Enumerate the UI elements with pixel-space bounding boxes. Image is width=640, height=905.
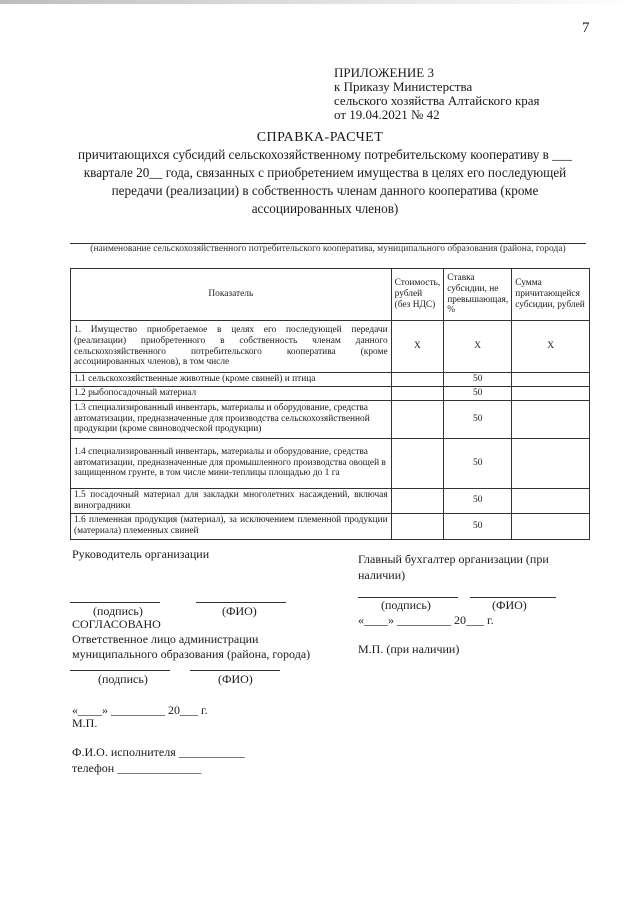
responsible-person-label: Ответственное лицо администрации муниципального образования (района, города) bbox=[72, 632, 311, 661]
right-date-line[interactable]: «____» _________ 20___ г. bbox=[358, 613, 494, 627]
phone-line[interactable]: телефон ______________ bbox=[72, 761, 202, 775]
row-rate: 50 bbox=[444, 438, 512, 488]
row-label: 1.6 племенная продукция (материал), за исключением племенной продукции (материала) племенных свиней bbox=[71, 513, 392, 539]
row-sum[interactable] bbox=[512, 373, 590, 387]
row-label: 1.5 посадочный материал для закладки многолетних насаждений, включая виноградники bbox=[71, 488, 392, 513]
header-indicator: Показатель bbox=[71, 269, 392, 321]
row-cost[interactable] bbox=[391, 488, 444, 513]
scan-edge bbox=[0, 0, 640, 4]
row-rate: 50 bbox=[444, 488, 512, 513]
head-fio-line[interactable] bbox=[196, 602, 286, 603]
appendix-line-4: от 19.04.2021 № 42 bbox=[334, 107, 440, 122]
table-row bbox=[71, 373, 590, 387]
row-cost[interactable] bbox=[391, 373, 444, 387]
row-cost[interactable] bbox=[391, 513, 444, 539]
document-title: СПРАВКА-РАСЧЕТ bbox=[256, 130, 384, 145]
header-sum: Сумма причитающейся субсидии, рублей bbox=[512, 269, 590, 321]
appendix-line-1: ПРИЛОЖЕНИЕ 3 bbox=[334, 65, 434, 80]
responsible-signature-caption: (подпись) bbox=[98, 672, 148, 686]
row-cost[interactable] bbox=[391, 386, 444, 400]
table-row bbox=[71, 386, 590, 400]
head-signature-line[interactable] bbox=[70, 602, 160, 603]
table-row bbox=[71, 513, 590, 539]
executor-name-line[interactable]: Ф.И.О. исполнителя ___________ bbox=[72, 745, 245, 759]
table-row bbox=[71, 488, 590, 513]
head-of-organization-label: Руководитель организации bbox=[72, 547, 210, 561]
row-sum[interactable]: Х bbox=[512, 321, 590, 373]
row-cost[interactable]: Х bbox=[391, 321, 444, 373]
table-header-row bbox=[71, 269, 590, 321]
row-rate: 50 bbox=[444, 513, 512, 539]
row-rate: Х bbox=[444, 321, 512, 373]
row-rate: 50 bbox=[444, 373, 512, 387]
row-label: 1.2 рыбопосадочный материал bbox=[71, 386, 392, 400]
responsible-fio-caption: (ФИО) bbox=[218, 672, 253, 686]
chief-accountant-label: Главный бухгалтер организации (при наличии) bbox=[358, 552, 549, 582]
row-label: 1.3 специализированный инвентарь, материалы и оборудование, средства автоматизации, предназначенные для производства сельскохозяйственной продукции (кроме свиноводческой продукции) bbox=[71, 400, 392, 438]
header-cost: Стоимость, рублей (без НДС) bbox=[391, 269, 444, 321]
table-row bbox=[71, 438, 590, 488]
row-sum[interactable] bbox=[512, 513, 590, 539]
responsible-signature-line[interactable] bbox=[70, 670, 170, 671]
name-caption: (наименование сельскохозяйственного потребительского кооператива, муниципального образования (района, города) bbox=[90, 244, 566, 254]
right-stamp-place: М.П. (при наличии) bbox=[358, 642, 460, 656]
row-label: 1. Имущество приобретаемое в целях его последующей передачи (реализации) приобретенного в собственность членам данного сельскохозяйственного потребительского кооператива (кроме ассоциированных членов), в том числе bbox=[71, 321, 392, 373]
head-signature-caption: (подпись) bbox=[93, 604, 143, 618]
document-subtitle: причитающихся субсидий сельскохозяйственному потребительскому кооперативу в ___ квартале 20__ года, связанных с приобретением имущества в целях его последующей передачи (реализации) в собственность членам данного кооператива (кроме ассоциированных членов) bbox=[78, 147, 572, 216]
table-row bbox=[71, 400, 590, 438]
agreed-label: СОГЛАСОВАНО bbox=[72, 617, 161, 631]
appendix-line-3: сельского хозяйства Алтайского края bbox=[334, 93, 540, 108]
appendix-line-2: к Приказу Министерства bbox=[334, 79, 473, 94]
row-label: 1.4 специализированный инвентарь, материалы и оборудование, средства автоматизации, предназначенные для промышленного производства овощей в защищенном грунте, в том числе мини-теплицы площадью до 1 га bbox=[71, 438, 392, 488]
head-fio-caption: (ФИО) bbox=[222, 604, 257, 618]
row-cost[interactable] bbox=[391, 438, 444, 488]
row-rate: 50 bbox=[444, 400, 512, 438]
page-number: 7 bbox=[582, 20, 590, 36]
left-stamp-place: М.П. bbox=[72, 716, 98, 730]
table-row bbox=[71, 321, 590, 373]
accountant-signature-caption: (подпись) bbox=[381, 598, 431, 612]
header-rate: Ставка субсидии, не превышающая, % bbox=[444, 269, 512, 321]
row-sum[interactable] bbox=[512, 488, 590, 513]
appendix-header bbox=[334, 66, 540, 122]
row-label: 1.1 сельскохозяйственные животные (кроме свиней) и птица bbox=[71, 373, 392, 387]
row-sum[interactable] bbox=[512, 386, 590, 400]
subsidy-table bbox=[70, 268, 590, 540]
accountant-fio-caption: (ФИО) bbox=[492, 598, 527, 612]
responsible-fio-line[interactable] bbox=[190, 670, 280, 671]
row-rate: 50 bbox=[444, 386, 512, 400]
row-cost[interactable] bbox=[391, 400, 444, 438]
left-date-line[interactable]: «____» _________ 20___ г. bbox=[72, 703, 208, 717]
row-sum[interactable] bbox=[512, 438, 590, 488]
row-sum[interactable] bbox=[512, 400, 590, 438]
